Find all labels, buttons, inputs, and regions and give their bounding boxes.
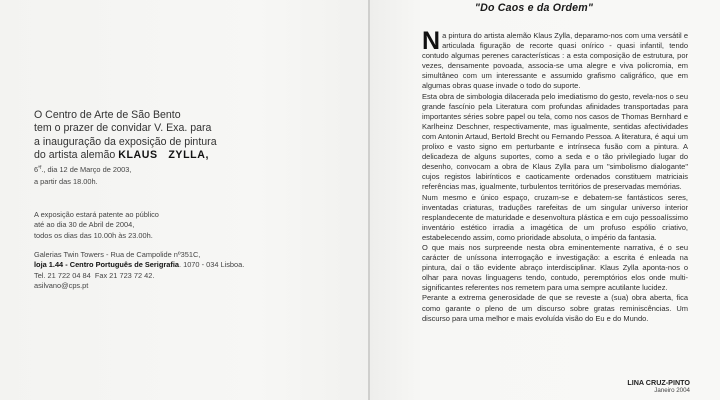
essay-title: [370, 2, 690, 14]
artist-name: KLAUS ZYLLA: [118, 148, 206, 161]
date-day: 6: [34, 165, 39, 175]
invitation-block: [34, 109, 354, 189]
postal-code: . 1070 - 034 Lisboa.: [178, 260, 245, 270]
essay-paragraph: [422, 27, 688, 92]
exhibition-line: A exposição estará patente ao público: [34, 210, 159, 219]
opening-date: [34, 162, 354, 176]
exhibition-info: [34, 210, 159, 241]
date-sup: ªf: [38, 165, 42, 172]
essay-body: [422, 27, 688, 324]
page-fold: [368, 0, 370, 400]
essay-paragraph: Esta obra de simbologia dilacerada pelo imediatismo do gesto, revela-nos o seu grande fascínio pela Literatura com profundas afinidades transportadas para importantes séries sobre papel ou tela, como nos casos de Thomas Bernhard e Karlheinz Deschner, respectivamente, mas igualmente, sentidas afectividades com Antonin Artaud, Bertold Brecht ou Fernando Pessoa. A literatura, é aqui um prolixo e vasto signo em perturbante e intrínseca fusão com a pintura. A delicadeza de alguns suportes, como a seda e o tão privilegiado lugar do desenho, convocam a obra de Klaus Zylla para um "simbolismo dialogante" cujos registos labirínticos e caoticamente ordenados constituem matriciais referências mas, igualmente, turbulentos territórios de preservadas memórias.: [422, 91, 688, 192]
drop-cap: N: [422, 27, 441, 55]
author-name: LINA CRUZ-PINTO: [627, 378, 690, 387]
date-rest: ., dia 12 de Março de 2003,: [41, 165, 132, 175]
invitation-line: O Centro de Arte de São Bento: [34, 109, 181, 121]
email-link[interactable]: asilvano@cps.pt: [34, 280, 89, 290]
opening-time: a partir das 18.00h.: [34, 177, 98, 187]
signature-block: [627, 378, 690, 395]
invitation-line: a inauguração da exposição de pintura: [34, 135, 217, 148]
essay-paragraph: Perante a extrema generosidade de que se reveste a (sua) obra aberta, fica como garante o pleno de um discurso sobre gratas reminiscências. Um discurso para uma melhor e mais evoluída visão do Eu e do Mundo.: [422, 293, 688, 323]
artist-line: [34, 149, 354, 162]
address-line-1: Galerias Twin Towers - Rua de Campolide nº351C,: [34, 250, 201, 259]
essay-paragraph: O que mais nos surpreende nesta obra eminentemente narrativa, é o seu carácter de uníssona interrogação e investigação: a escrita é enleada na pintura, daí o tão evidente abraço interdisciplinar. Klaus Zylla aponta-nos o olhar para novas linguagens tendo, contudo, peremptórios elos onde multi-significantes referentes nos remetem para uma sempre acutilante lucidez.: [422, 242, 688, 293]
phone-fax: Tel. 21 722 04 84 Fax 21 723 72 42.: [34, 270, 155, 280]
exhibition-line: até ao dia 30 de Abril de 2004,: [34, 220, 135, 230]
artist-suffix: ,: [205, 148, 210, 161]
artist-prefix: do artista alemão: [34, 148, 119, 161]
invitation-line: tem o prazer de convidar V. Exa. para: [34, 122, 212, 135]
essay-paragraph: Num mesmo e único espaço, cruzam-se e debatem-se fantásticos seres, inventadas criaturas, traduções rarefeitas de um singular universo interior resplandecente de maturidade e desenvoltura plástica e em cujo pessoalíssimo inventário estético irradia a imagética de um profuso espólio criativo, estabelecendo assim, como prioridade absoluta, o império da fantasia.: [422, 192, 688, 242]
venue-name: loja 1.44 - Centro Português de Serigrafia: [34, 260, 179, 270]
essay-date: Janeiro 2004: [654, 387, 690, 394]
exhibition-line: todos os dias das 10.00h às 23.00h.: [34, 230, 153, 240]
essay-title-text: "Do Caos e da Ordem": [474, 2, 594, 14]
paragraph-text: a pintura do artista alemão Klaus Zylla, deparamo-nos com uma versátil e articulada figuração de recorte quasi onírico - quasi infantil, tendo contudo algumas perenes características : a esta composição de estrutura, por vezes, densamente povoada, associa-se uma alegre e viva policromia, em simultâneo com um interessante e assumido grafismo caligráfico, que em algumas obras quase invade o todo do suporte.: [422, 31, 688, 91]
address-line-2: [34, 260, 244, 270]
address-block: [34, 250, 244, 291]
